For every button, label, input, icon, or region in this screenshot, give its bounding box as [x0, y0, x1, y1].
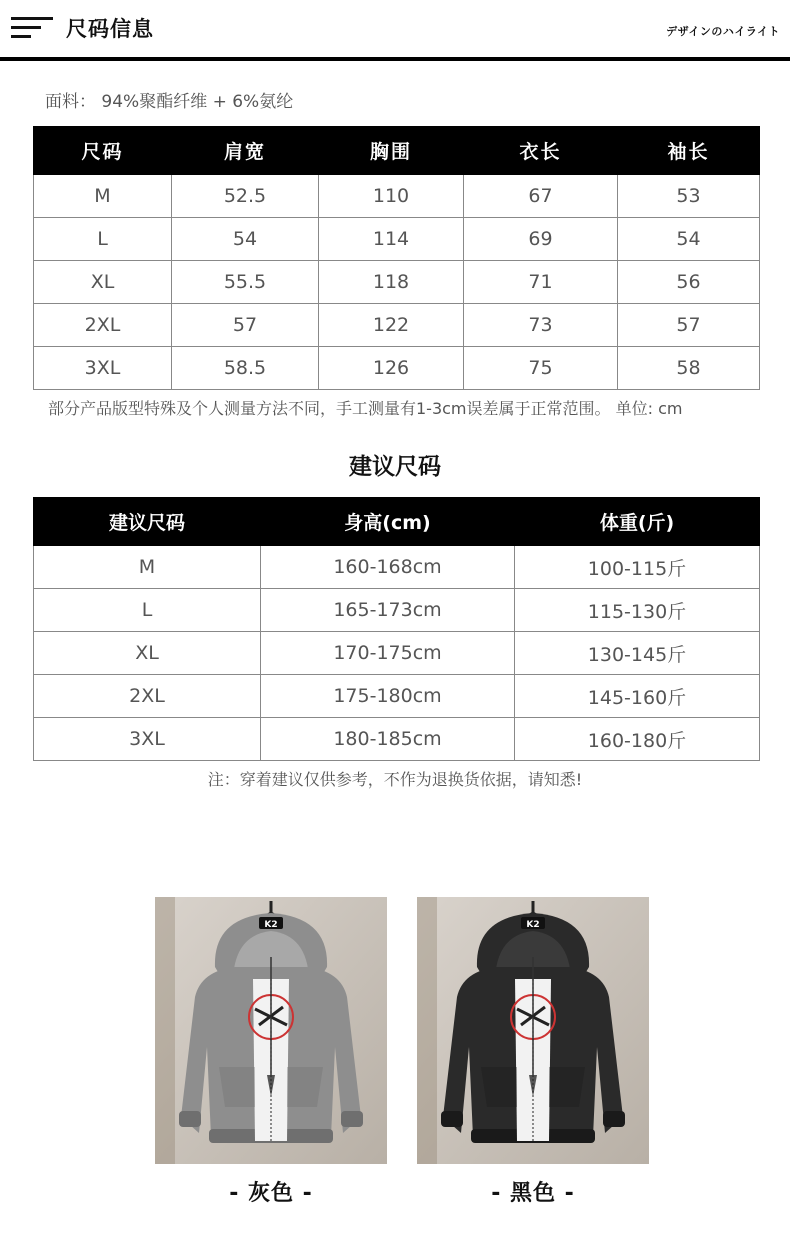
gray-jacket-photo	[155, 897, 387, 1164]
table-cell: M	[34, 175, 172, 218]
table-cell: 57	[618, 304, 760, 347]
table-row	[34, 718, 760, 761]
table-cell: 165-173cm	[261, 589, 515, 632]
table-cell: M	[34, 546, 261, 589]
svg-text:K2: K2	[526, 920, 540, 930]
header-weight: 体重(斤)	[515, 498, 760, 546]
header-bar	[0, 0, 790, 60]
page-title: 尺码信息	[66, 17, 154, 41]
header-recommend-size: 建议尺码	[34, 498, 261, 546]
header-sleeve: 袖长	[618, 127, 760, 175]
table-cell: 2XL	[34, 675, 261, 718]
table-cell: 160-168cm	[261, 546, 515, 589]
table-cell: 52.5	[172, 175, 319, 218]
table-cell: 130-145斤	[515, 632, 760, 675]
table-cell: 3XL	[34, 718, 261, 761]
recommend-table	[33, 497, 760, 761]
table-cell: L	[34, 218, 172, 261]
table-cell: 54	[172, 218, 319, 261]
table-cell: 3XL	[34, 347, 172, 390]
header-size: 尺码	[34, 127, 172, 175]
table-cell: L	[34, 589, 261, 632]
table-cell: 73	[464, 304, 618, 347]
table-cell: 115-130斤	[515, 589, 760, 632]
table-cell: XL	[34, 632, 261, 675]
table-cell: 55.5	[172, 261, 319, 304]
header-divider	[0, 57, 790, 61]
table-cell: 170-175cm	[261, 632, 515, 675]
header-chest: 胸围	[319, 127, 464, 175]
table-row	[34, 218, 760, 261]
table-cell: 160-180斤	[515, 718, 760, 761]
table-cell: 53	[618, 175, 760, 218]
header-length: 衣长	[464, 127, 618, 175]
page-subtitle: デザインのハイライト	[666, 25, 780, 38]
menu-lines-icon	[11, 17, 53, 39]
table-cell: 57	[172, 304, 319, 347]
size-table	[33, 126, 760, 390]
black-color-label: - 黑色 -	[491, 1181, 575, 1206]
table-row	[34, 675, 760, 718]
fabric-composition: 面料： 94%聚酯纤维 + 6%氨纶	[45, 92, 294, 112]
table-cell: 175-180cm	[261, 675, 515, 718]
table-cell: 67	[464, 175, 618, 218]
table-row	[34, 632, 760, 675]
header-shoulder: 肩宽	[172, 127, 319, 175]
svg-text:K2: K2	[264, 920, 278, 930]
table-cell: 126	[319, 347, 464, 390]
table-cell: 145-160斤	[515, 675, 760, 718]
table-cell: 2XL	[34, 304, 172, 347]
table-cell: 110	[319, 175, 464, 218]
table-cell: 180-185cm	[261, 718, 515, 761]
table-cell: 56	[618, 261, 760, 304]
table-row	[34, 589, 760, 632]
recommend-note: 注：穿着建议仅供参考，不作为退换货依据，请知悉!	[207, 770, 583, 789]
table-cell: 122	[319, 304, 464, 347]
table-cell: 58	[618, 347, 760, 390]
recommend-title: 建议尺码	[349, 454, 441, 480]
table-cell: 71	[464, 261, 618, 304]
black-jacket-photo	[417, 897, 649, 1164]
gray-color-label: - 灰色 -	[229, 1181, 313, 1206]
measurement-note: 部分产品版型特殊及个人测量方法不同，手工测量有1-3cm误差属于正常范围。 单位: cm	[48, 399, 683, 418]
table-row	[34, 261, 760, 304]
table-row	[34, 347, 760, 390]
header-height: 身高(cm)	[261, 498, 515, 546]
recommend-header-row	[34, 498, 760, 546]
table-cell: 58.5	[172, 347, 319, 390]
size-table-header-row	[34, 127, 760, 175]
table-row	[34, 304, 760, 347]
table-row	[34, 546, 760, 589]
table-row	[34, 175, 760, 218]
table-cell: 54	[618, 218, 760, 261]
table-cell: 100-115斤	[515, 546, 760, 589]
table-cell: 69	[464, 218, 618, 261]
table-cell: 75	[464, 347, 618, 390]
table-cell: 114	[319, 218, 464, 261]
table-cell: 118	[319, 261, 464, 304]
table-cell: XL	[34, 261, 172, 304]
